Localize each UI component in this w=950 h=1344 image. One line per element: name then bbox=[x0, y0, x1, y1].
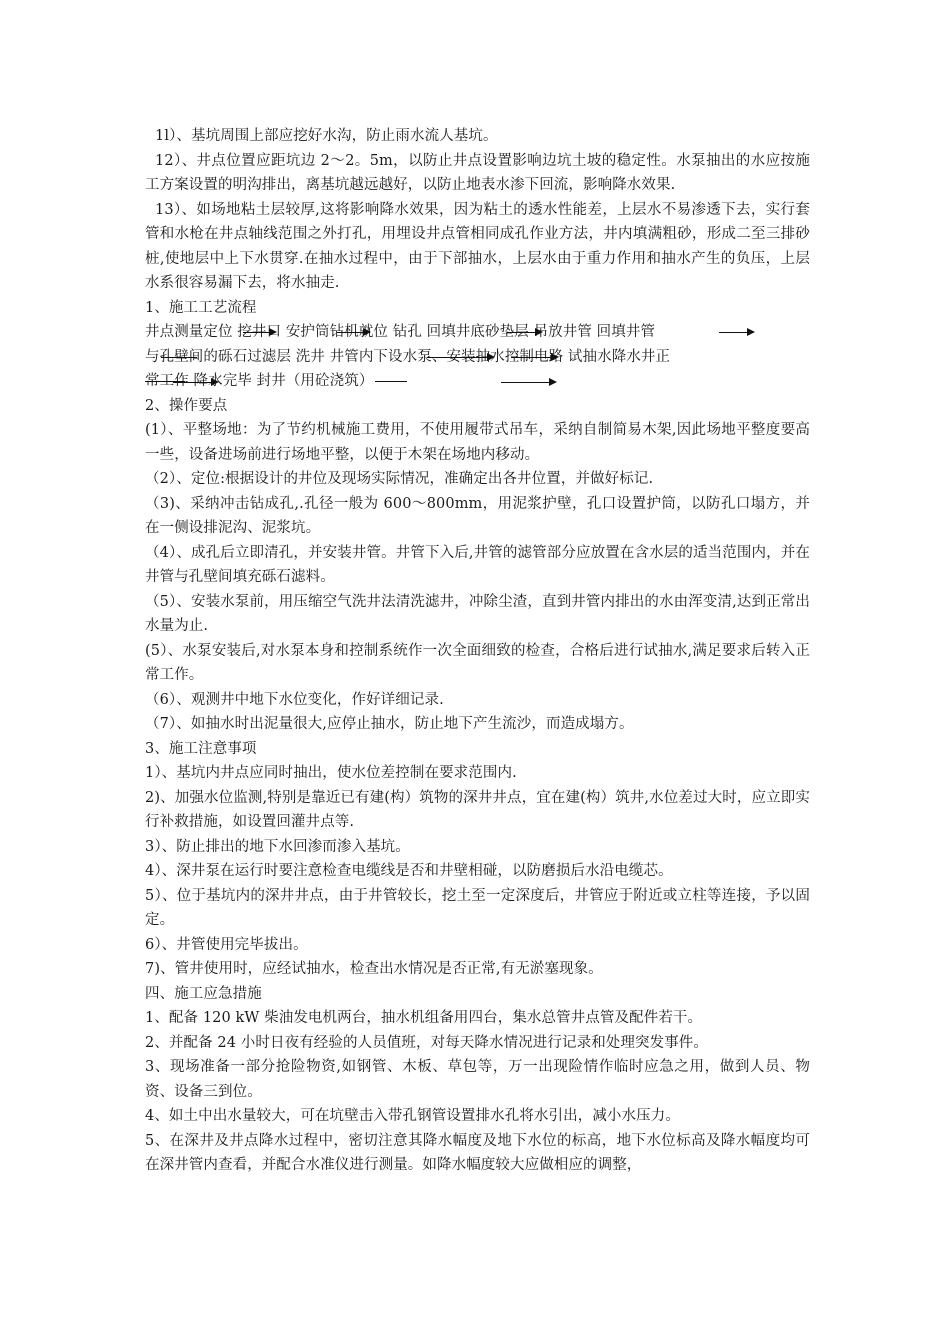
flow-arrow-5 bbox=[427, 357, 493, 358]
flow-line-1: 井点测量定位 挖井口 安护筒钻机就位 钻孔 回填井底砂垫层 吊放井管 回填井管 bbox=[145, 324, 656, 340]
paragraph-item: （5）、安装水泵前，用压缩空气洗井法清洗滤井，冲除尘渣，直到井管内排出的水由浑变清,达到正常出水量为止. bbox=[145, 593, 810, 634]
paragraph-item: 1）、基坑内井点应同时抽出，使水位差控制在要求范围内. bbox=[145, 765, 517, 781]
paragraph-item: （2）、定位:根据设计的井位及现场实际情况，准确定出各井位置，并做好标记. bbox=[145, 471, 654, 487]
flow-arrow-4 bbox=[719, 332, 753, 333]
paragraph-item: 6）、井管使用完毕拔出。 bbox=[145, 936, 308, 953]
paragraph-item: 4、如土中出水量较大，可在坑壁击入带孔钢管设置排水孔将水引出，减小水压力。 bbox=[145, 1108, 680, 1124]
flow-line-2: 与孔壁间的砾石过滤层 洗井 井管内下设水泵、安装抽水控制电路 试抽水降水井正 bbox=[145, 348, 671, 365]
paragraph-item: （6）、观测井中地下水位变化，作好详细记录. bbox=[145, 691, 444, 708]
paragraph-item: 3）、防止排出的地下水回渗而渗入基坑。 bbox=[145, 838, 410, 855]
flow-strike-3 bbox=[375, 381, 407, 382]
paragraph-item: （7）、如抽水时出泥量很大,应停止抽水，防止地下产生流沙，而造成塌方。 bbox=[145, 716, 634, 732]
section-heading-precautions: 3、施工注意事项 bbox=[145, 740, 257, 757]
paragraph-item: (1）、平整场地：为了节约机械施工费用，不使用履带式吊车，采纳自制简易木架,因此场地平整度要高一些，设备进场前进行场地平整，以便于木架在场地内移动。 bbox=[145, 422, 810, 463]
paragraph-12: 12）、井点位置应距坑边 2～2。5m，以防止井点设置影响边坑土坡的稳定性。水泵抽出的水应按施工方案设置的明沟排出，离基坑越远越好，以防止地表水渗下回流，影响降水效果. bbox=[145, 152, 810, 193]
section-heading-process-flow: 1、施工工艺流程 bbox=[145, 299, 257, 316]
process-flow-diagram bbox=[145, 320, 810, 394]
paragraph-11: 1l）、基坑周围上部应挖好水沟，防止雨水流人基坑。 bbox=[155, 128, 498, 144]
paragraph-item: 2、并配备 24 小时日夜有经验的人员值班，对每天降水情况进行记录和处理突发事件。 bbox=[145, 1034, 708, 1051]
flow-arrow-6 bbox=[511, 357, 557, 358]
paragraph-item: （4）、成孔后立即清孔，并安装井管。井管下入后,井管的滤管部分应放置在含水层的适当范围内，并在井管与孔壁间填充砾石滤料。 bbox=[145, 544, 810, 585]
paragraph-item: （3)、采纳冲击钻成孔,.孔径一般为 600～800mm，用泥浆护壁，孔口设置护筒，以防孔口塌方，并在一侧设排泥沟、泥浆坑。 bbox=[145, 495, 810, 536]
paragraph-item: 3、现场准备一部分抢险物资,如钢管、木板、草包等，万一出现险情作临时应急之用，做到人员、物资、设备三到位。 bbox=[145, 1059, 810, 1100]
paragraph-group-bottom bbox=[145, 394, 810, 1178]
paragraph-item: 2)、加强水位监测,特别是靠近已有建(构）筑物的深井井点，宜在建(构）筑井,水位差过大时，应立即实行补救措施，如设置回灌井点等. bbox=[145, 789, 810, 830]
paragraph-item: 4）、深井泵在运行时要注意检查电缆线是否和井壁相碰，以防磨损后水沿电缆芯。 bbox=[145, 863, 673, 879]
paragraph-item: 5、在深井及井点降水过程中，密切注意其降水幅度及地下水位的标高，地下水位标高及降水幅度均可在深井管内查看，并配合水准仪进行测量。如降水幅度较大应做相应的调整， bbox=[145, 1132, 810, 1173]
flow-arrow-3 bbox=[507, 332, 541, 333]
section-heading-key-points: 2、操作要点 bbox=[145, 397, 228, 414]
paragraph-item: 7)、管井使用时，应经试抽水，检查出水情况是否正常,有无淤塞现象。 bbox=[145, 961, 603, 977]
flow-line-3: 常工作 降水完毕 封井（用砼浇筑） bbox=[145, 373, 374, 389]
paragraph-item: 5）、位于基坑内的深井井点，由于井管较长，挖土至一定深度后，井管应于附近或立柱等连接，予以固定。 bbox=[145, 887, 810, 928]
paragraph-13: 13）、如场地粘土层较厚,这将影响降水效果，因为粘土的透水性能差，上层水不易渗透下去，实行套管和水枪在井点轴线范围之外打孔，用埋设井点管相同成孔作业方法，井内填满粗砂，形成二至三排砂桩,使地层中上下水贯穿.在抽水过程中，由于下部抽水，上层水由于重力作用和抽水产生的负压，上层水系很容易漏下去，将水抽走. bbox=[145, 201, 810, 291]
paragraph-item: (5）、水泵安装后,对水泵本身和控制系统作一次全面细致的检查，合格后进行试抽水,满足要求后转入正常工作。 bbox=[145, 642, 810, 683]
flow-arrow-2 bbox=[337, 332, 369, 333]
paragraph-item: 1、配备 120 kW 柴油发电机两台，抽水机组备用四台，集水总管井点管及配件若干。 bbox=[145, 1010, 703, 1026]
flow-arrow-8 bbox=[501, 382, 555, 383]
flow-arrow-1 bbox=[243, 332, 275, 333]
document-body bbox=[145, 124, 810, 1178]
section-heading-emergency: 四、施工应急措施 bbox=[145, 985, 262, 1002]
flow-strike-1 bbox=[161, 357, 197, 358]
flow-arrow-7 bbox=[173, 382, 217, 383]
